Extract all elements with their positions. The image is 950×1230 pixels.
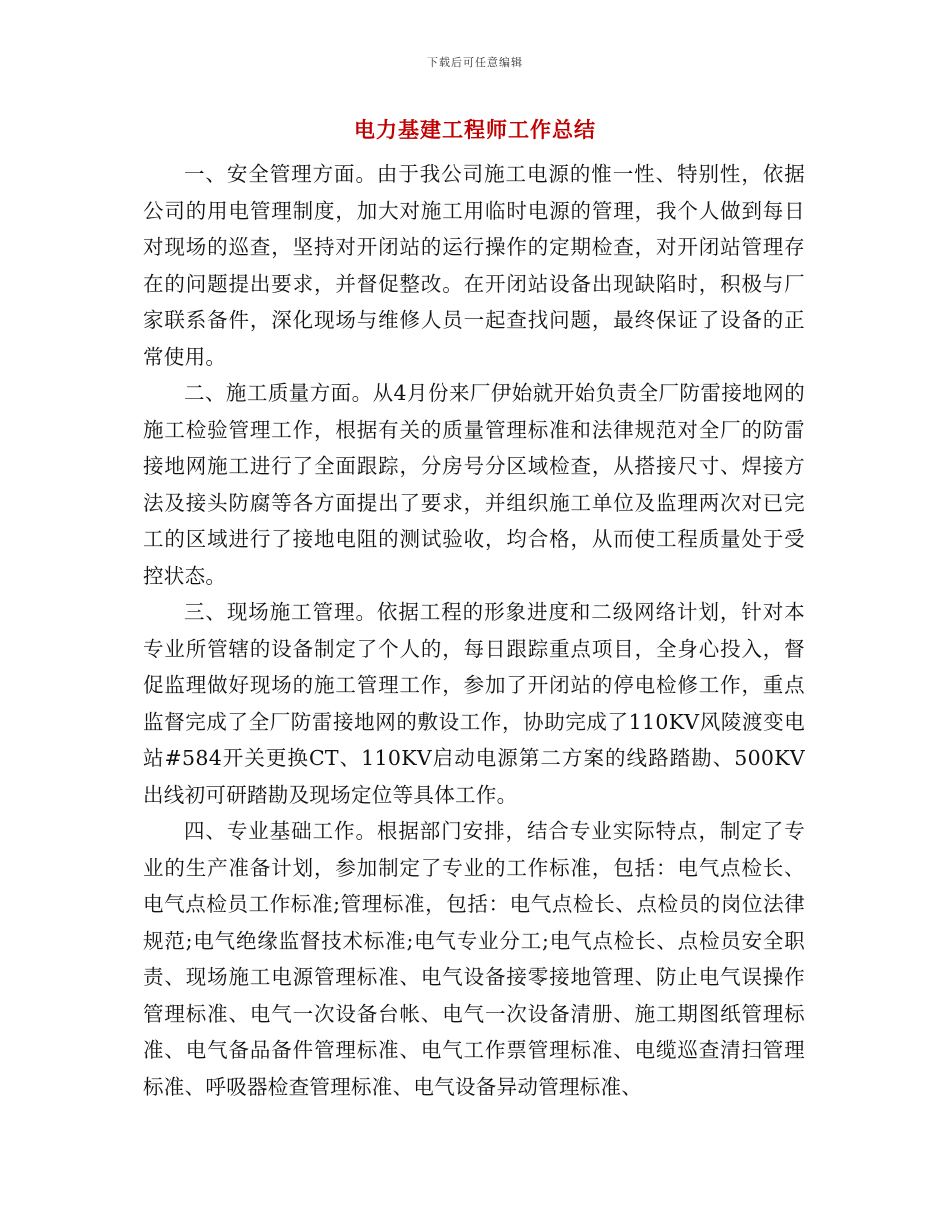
paragraph-professional-basics: 四、专业基础工作。根据部门安排，结合专业实际特点，制定了专业的生产准备计划，参加制定了专业的工作标准，包括：电气点检长、电气点检员工作标准;管理标准，包括：电气点检长、点检员的岗位法律规范;电气绝缘监督技术标准;电气专业分工;电气点检长、点检员安全职责、现场施工电源管理标准、电气设备接零接地管理、防止电气误操作管理标准、电气一次设备台帐、电气一次设备清册、施工期图纸管理标准、电气备品备件管理标准、电气工作票管理标准、电缆巡查清扫管理标准、呼吸器检查管理标准、电气设备异动管理标准、 [143,819,805,1099]
paragraph-site-management: 三、现场施工管理。依据工程的形象进度和二级网络计划，针对本专业所管辖的设备制定了个人的，每日跟踪重点项目，全身心投入，督促监理做好现场的施工管理工作，参加了开闭站的停电检修工作，重点监督完成了全厂防雷接地网的敷设工作，协助完成了110KV风陵渡变电站#584开关更换CT、110KV启动电源第二方案的线路踏勘、500KV出线初可研踏勘及现场定位等具体工作。 [143,600,805,807]
paragraph-construction-quality: 二、施工质量方面。从4月份来厂伊始就开始负责全厂防雷接地网的施工检验管理工作，根据有关的质量管理标准和法律规范对全厂的防雷接地网施工进行了全面跟踪，分房号分区域检查，从搭接尺寸、焊接方法及接头防腐等各方面提出了要求，并组织施工单位及监理两次对已完工的区域进行了接地电阻的测试验收，均合格，从而使工程质量处于受控状态。 [143,381,805,588]
header-note: 下载后可任意编辑 [427,56,523,69]
document-body [143,156,805,1105]
paragraph-safety-management: 一、安全管理方面。由于我公司施工电源的惟一性、特别性，依据公司的用电管理制度，加大对施工用临时电源的管理，我个人做到每日对现场的巡查，坚持对开闭站的运行操作的定期检查，对开闭站管理存在的问题提出要求，并督促整改。在开闭站设备出现缺陷时，积极与厂家联系备件，深化现场与维修人员一起查找问题，最终保证了设备的正常使用。 [143,162,805,369]
document-title: 电力基建工程师工作总结 [354,117,596,142]
